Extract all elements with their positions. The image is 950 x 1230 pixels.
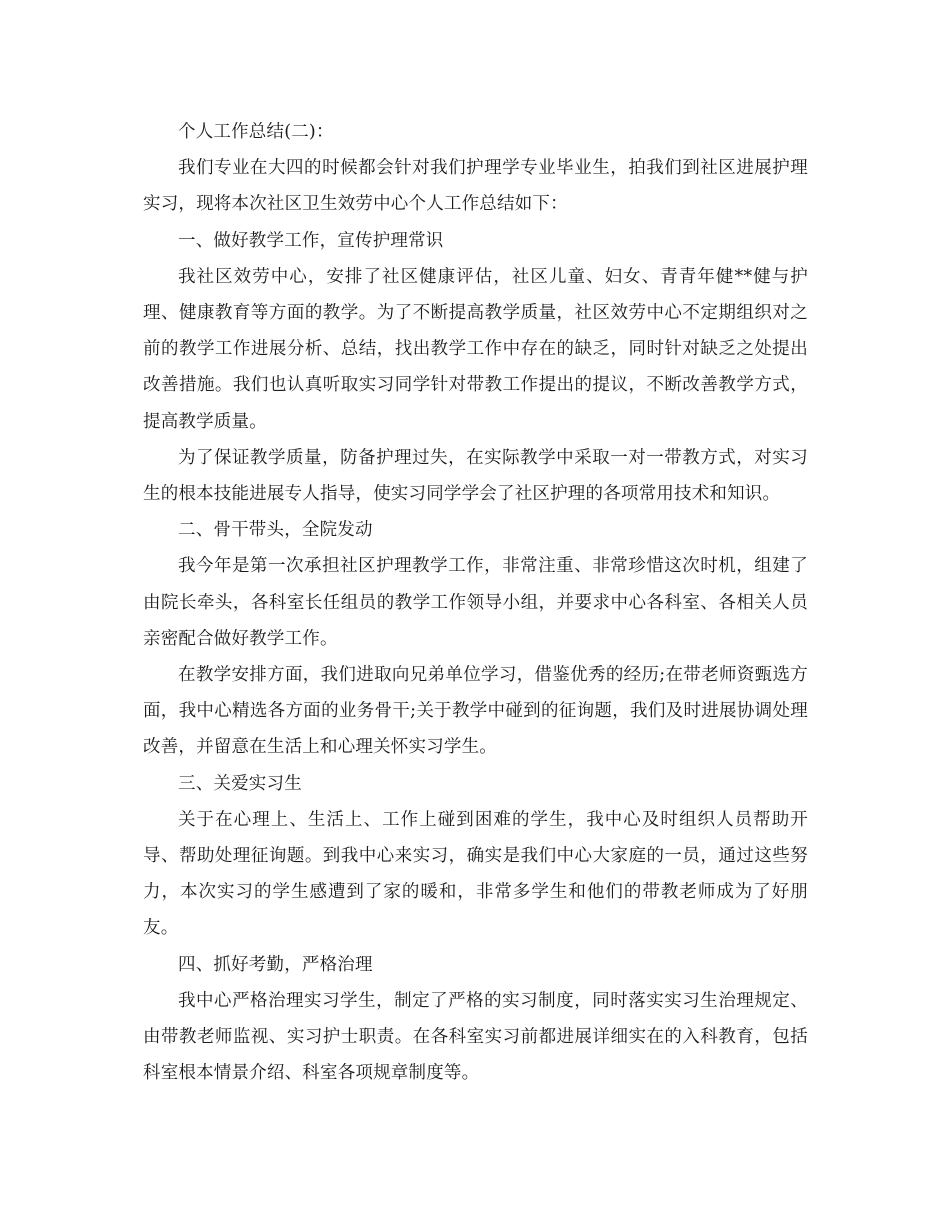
intro-paragraph: 我们专业在大四的时候都会针对我们护理学专业毕业生，拍我们到社区进展护理实习，现将本次社区卫生效劳中心个人工作总结如下： — [143, 158, 808, 215]
section-heading-4: 四、抓好考勤，严格治理 — [178, 954, 373, 975]
section-2-paragraph-1: 我今年是第一次承担社区护理教学工作，非常注重、非常珍惜这次时机，组建了由院长牵头，各科室长任组员的教学工作领导小组，并要求中心各科室、各相关人员亲密配合做好教学工作。 — [143, 556, 808, 649]
document-body — [143, 114, 808, 1091]
section-heading-2: 二、骨干带头，全院发动 — [178, 520, 373, 541]
section-heading-1: 一、做好教学工作，宣传护理常识 — [178, 230, 444, 251]
section-heading-3: 三、关爱实习生 — [178, 773, 302, 794]
section-4-paragraph-1: 我中心严格治理实习学生，制定了严格的实习制度，同时落实实习生治理规定、由带教老师监视、实习护士职责。在各科室实习前都进展详细实在的入科教育，包括科室根本情景介绍、科室各项规章制度等。 — [143, 990, 808, 1084]
section-1-paragraph-2: 为了保证教学质量，防备护理过失，在实际教学中采取一对一带教方式，对实习生的根本技能进展专人指导，使实习同学学会了社区护理的各项常用技术和知识。 — [143, 447, 808, 505]
section-1-paragraph-1: 我社区效劳中心，安排了社区健康评估，社区儿童、妇女、青青年健**健与护理、健康教育等方面的教学。为了不断提高教学质量，社区效劳中心不定期组织对之前的教学工作进展分析、总结，找出教学工作中存在的缺乏，同时针对缺乏之处提出改善措施。我们也认真听取实习同学针对带教工作提出的提议，不断改善教学方式，提高教学质量。 — [143, 266, 808, 432]
section-2-paragraph-2: 在教学安排方面，我们进取向兄弟单位学习，借鉴优秀的经历;在带老师资甄选方面，我中心精选各方面的业务骨干;关于教学中碰到的征询题，我们及时进展协调处理改善，并留意在生活上和心理关怀实习学生。 — [143, 665, 808, 758]
document-title: 个人工作总结(二)： — [178, 122, 334, 142]
section-3-paragraph-1: 关于在心理上、生活上、工作上碰到困难的学生，我中心及时组织人员帮助开导、帮助处理征询题。到我中心来实习，确实是我们中心大家庭的一员，通过这些努力，本次实习的学生感遭到了家的暖和，非常多学生和他们的带教老师成为了好朋友。 — [143, 809, 808, 939]
